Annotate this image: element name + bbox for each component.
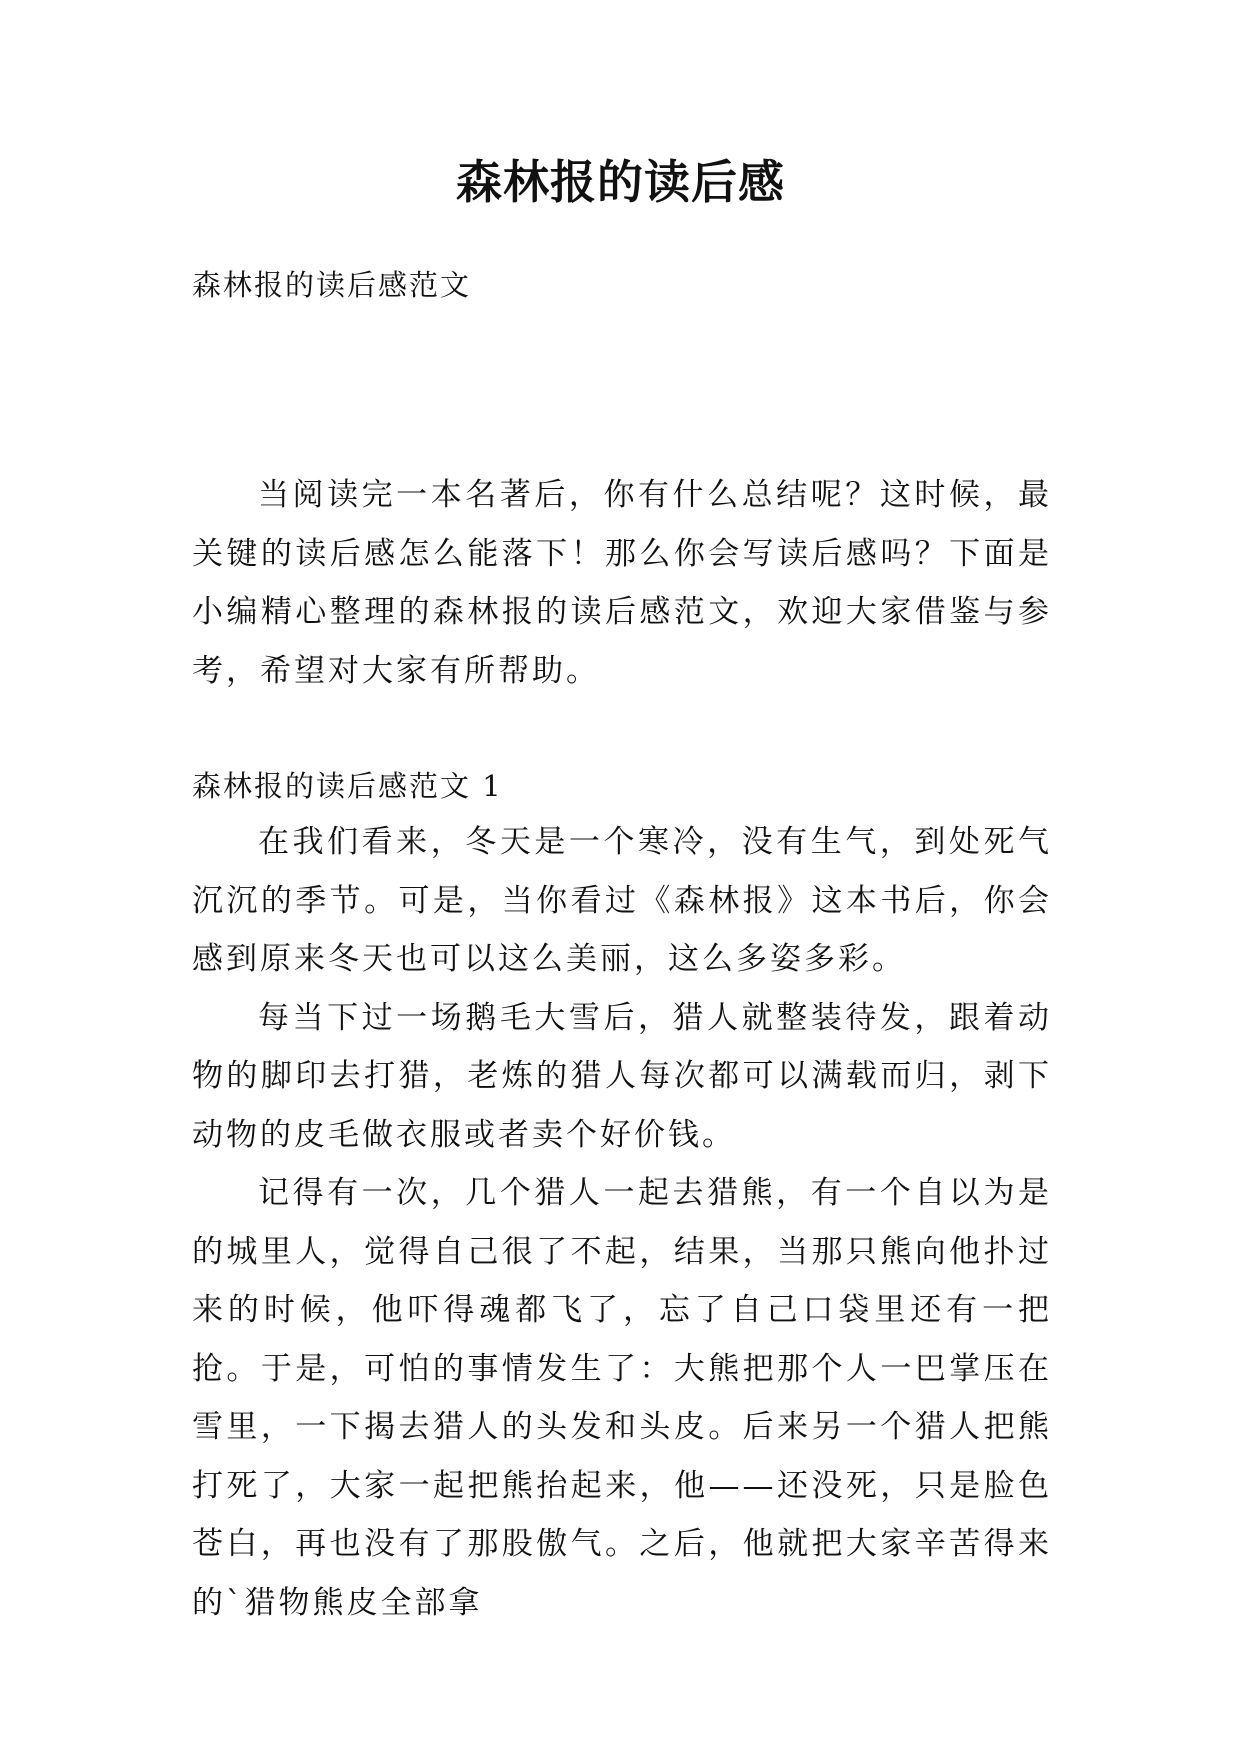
document-title: 森林报的读后感: [456, 155, 785, 209]
section-heading: 森林报的读后感范文 1: [192, 769, 503, 803]
intro-paragraph: 当阅读完一本名著后，你有什么总结呢？这时候，最关键的读后感怎么能落下！那么你会写读后感吗？下面是小编精心整理的森林报的读后感范文，欢迎大家借鉴与参考，希望对大家有所帮助。: [192, 477, 1052, 689]
paragraph-1: 在我们看来，冬天是一个寒冷，没有生气，到处死气沉沉的季节。可是，当你看过《森林报》这本书后，你会感到原来冬天也可以这么美丽，这么多姿多彩。: [192, 824, 1052, 977]
paragraph-3: 记得有一次，几个猎人一起去猎熊，有一个自以为是的城里人，觉得自己很了不起，结果，当那只熊向他扑过来的时候，他吓得魂都飞了，忘了自己口袋里还有一把抢。于是，可怕的事情发生了：大熊把那个人一巴掌压在雪里，一下揭去猎人的头发和头皮。后来另一个猎人把熊打死了，大家一起把熊抬起来，他——还没死，只是脸色苍白，再也没有了那股傲气。之后，他就把大家辛苦得来的`猎物熊皮全部拿: [192, 1175, 1052, 1621]
section-content: [192, 813, 1052, 1632]
paragraph-2: 每当下过一场鹅毛大雪后，猎人就整装待发，跟着动物的脚印去打猎，老炼的猎人每次都可以满载而归，剥下动物的皮毛做衣服或者卖个好价钱。: [192, 999, 1052, 1153]
document-subtitle: 森林报的读后感范文: [192, 268, 472, 302]
